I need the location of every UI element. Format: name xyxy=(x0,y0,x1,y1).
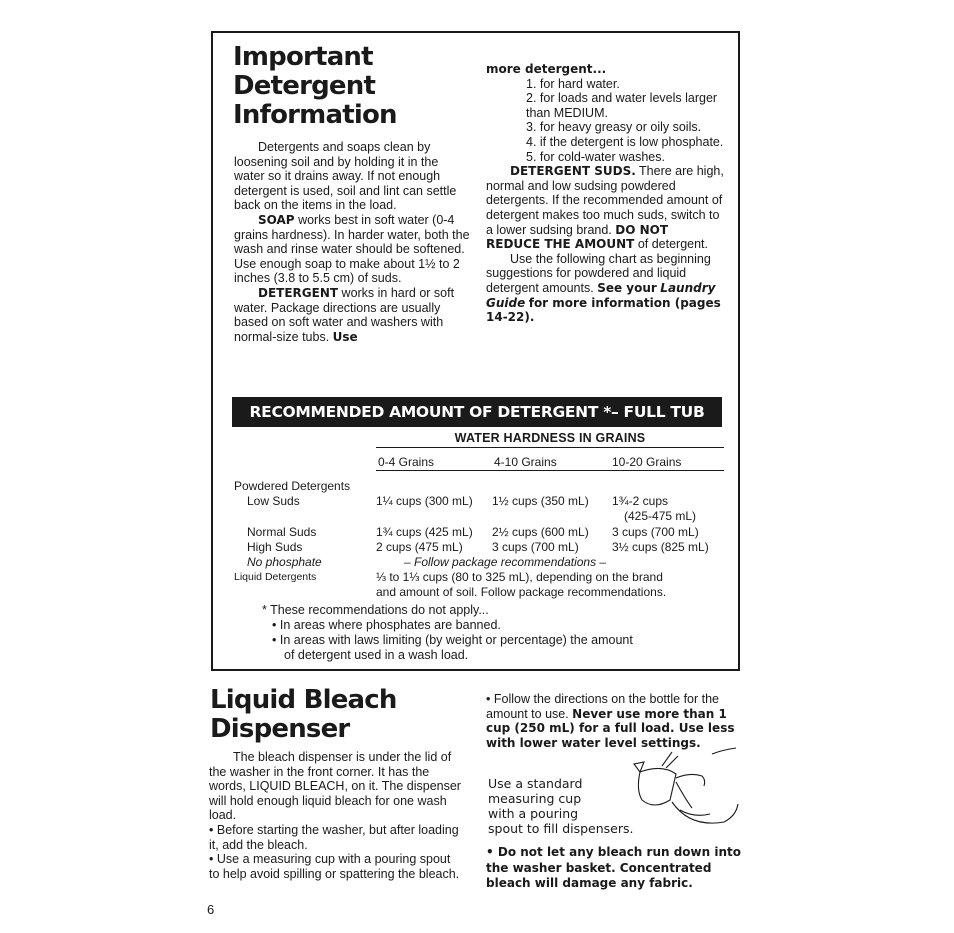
suds-text: There are high, normal and low sudsing powdered detergents. If the recommended amount of detergent makes too much suds, switch to a lower sudsing brand. xyxy=(486,164,724,237)
list-item: 1. for hard water. xyxy=(526,76,620,91)
high-suds-c1: 2 cups (475 mL) xyxy=(376,540,463,554)
cup-line-2: measuring cup xyxy=(488,791,582,806)
bleach-title xyxy=(210,686,397,744)
bullet-icon: • xyxy=(272,633,277,647)
star-note: * These recommendations do not apply... xyxy=(262,603,489,617)
page-number: 6 xyxy=(207,902,215,917)
recommended-amount-banner: RECOMMENDED AMOUNT OF DETERGENT *– FULL TUB xyxy=(232,397,722,427)
more-detergent-label: more detergent... xyxy=(486,62,607,76)
liquid-text-2: and amount of soil. Follow package recommendations. xyxy=(376,585,667,599)
bullet-icon: • xyxy=(209,852,214,867)
detergent-title-line-2: Detergent xyxy=(233,71,376,101)
detergent-intro: Detergents and soaps clean by loosening soil and by holding it in the water so it drains away. If not enough detergent is used, soil and lint can settle back on the items in the load. xyxy=(234,140,457,213)
soap-text: works best in soft water (0-4 grains hardness). In harder water, both the wash and rinse water should be softened. Use enough soap to make about 1½ to 2 inches (3.8 to 5.5 cm) of suds. xyxy=(234,212,470,286)
col-header-10-20: 10-20 Grains xyxy=(612,455,682,469)
soap-label: SOAP xyxy=(258,212,295,227)
cup-line-3: with a pouring xyxy=(488,806,579,821)
list-item: 2. for loads and water levels larger than MEDIUM. xyxy=(526,91,718,120)
bleach-left-column xyxy=(209,750,463,881)
col-header-0-4: 0-4 Grains xyxy=(378,455,435,469)
low-suds-c1: 1¼ cups (300 mL) xyxy=(376,494,473,508)
detergent-label: DETERGENT xyxy=(258,285,339,300)
bullet-icon: • xyxy=(486,692,491,706)
suds-end: of detergent. xyxy=(634,237,709,252)
bleach-title-line-2: Dispenser xyxy=(210,714,350,744)
bleach-warning-line xyxy=(486,845,748,892)
high-suds-c3: 3½ cups (825 mL) xyxy=(612,540,709,554)
detergent-right-column xyxy=(486,62,726,325)
no-phosphate-text: – Follow package recommendations – xyxy=(404,555,607,569)
detergent-title xyxy=(233,43,397,130)
bullet-icon: • xyxy=(486,845,494,859)
bleach-intro: The bleach dispenser is under the lid of the washer in the front corner. It has the words, LIQUID BLEACH, on it. The dispenser will hold enough liquid bleach for one wash load. xyxy=(209,750,461,823)
cup-line-1: Use a standard xyxy=(488,776,583,791)
more-detergent-list xyxy=(486,77,726,165)
more-info: for more information (pages 14-22). xyxy=(486,295,721,325)
row-label-low-suds: Low Suds xyxy=(247,494,300,508)
bullet-icon: • xyxy=(272,618,277,632)
row-label-high-suds: High Suds xyxy=(247,540,303,554)
use-label: Use xyxy=(332,329,358,344)
normal-suds-c2: 2½ cups (600 mL) xyxy=(492,525,589,539)
list-item: 3. for heavy greasy or oily soils. xyxy=(526,120,702,135)
suds-warning: DO NOT REDUCE THE AMOUNT xyxy=(486,222,669,252)
normal-suds-c1: 1¾ cups (425 mL) xyxy=(376,525,473,539)
low-suds-c3b: (425-475 mL) xyxy=(624,509,697,523)
note-bullet-1 xyxy=(262,618,633,633)
water-hardness-title: WATER HARDNESS IN GRAINS xyxy=(454,431,646,445)
bleach-bullet-2-text: Use a measuring cup with a pouring spout to help avoid spilling or spattering the bleach. xyxy=(209,852,460,881)
normal-suds-c3: 3 cups (700 mL) xyxy=(612,525,699,539)
note-bullet-2-text: In areas with laws limiting (by weight or percentage) the amount xyxy=(279,633,633,647)
low-suds-c2: 1½ cups (350 mL) xyxy=(492,494,589,508)
note-bullet-2 xyxy=(262,633,633,648)
low-suds-c3: 1¾-2 cups xyxy=(612,494,669,508)
bleach-warning-text: Do not let any bleach run down into the washer basket. Concentrated bleach will damage any fabric. xyxy=(486,845,741,890)
detergent-text: works in hard or soft water. Package directions are usually based on soft water and washers with normal-size tubs. xyxy=(234,285,455,344)
bullet-icon: • xyxy=(209,822,214,837)
list-item: 5. for cold-water washes. xyxy=(526,149,665,164)
liquid-label: Liquid Detergents xyxy=(234,571,317,583)
bleach-bullet-1 xyxy=(209,823,463,852)
high-suds-c2: 3 cups (700 mL) xyxy=(492,540,579,554)
bleach-bullet-2 xyxy=(209,852,463,881)
bleach-warning xyxy=(486,845,748,892)
detergent-title-line-1: Important xyxy=(233,42,373,72)
notes-section xyxy=(262,603,633,663)
bleach-bullet-1-text: Before starting the washer, but after loading it, add the bleach. xyxy=(209,822,459,852)
bleach-bullet-3-text: Follow the directions on the bottle for the amount to use. xyxy=(486,692,720,721)
never-use-warning: Never use more than 1 cup (250 mL) for a full load. Use less with lower water level settings. xyxy=(486,706,735,750)
soap-paragraph xyxy=(234,213,472,286)
suds-paragraph xyxy=(486,164,726,252)
liquid-text-1: ⅓ to 1⅓ cups (80 to 325 mL), depending on the brand xyxy=(376,570,663,584)
guide-label: Laundry Guide xyxy=(486,280,716,310)
chart-intro-paragraph xyxy=(486,252,726,325)
chart-intro: Use the following chart as beginning suggestions for powdered and liquid detergent amounts. xyxy=(486,251,711,295)
hardness-rule-top xyxy=(376,447,724,448)
detergent-title-line-3: Information xyxy=(233,100,397,130)
measuring-cup-illustration xyxy=(632,742,742,834)
powdered-label: Powdered Detergents xyxy=(234,479,351,493)
note-bullet-2-cont: of detergent used in a wash load. xyxy=(284,648,469,662)
row-label-normal-suds: Normal Suds xyxy=(247,525,317,539)
bleach-title-line-1: Liquid Bleach xyxy=(210,685,397,715)
suds-label: DETERGENT SUDS. xyxy=(510,164,636,179)
col-header-4-10: 4-10 Grains xyxy=(494,455,557,469)
hardness-rule-bottom xyxy=(376,470,724,471)
detergent-paragraph xyxy=(234,286,472,344)
note-bullet-1-text: In areas where phosphates are banned. xyxy=(279,618,501,632)
detergent-left-column xyxy=(234,140,472,344)
cup-line-4: spout to fill dispensers. xyxy=(488,821,634,836)
row-label-no-phosphate: No phosphate xyxy=(247,555,322,569)
list-item: 4. if the detergent is low phosphate. xyxy=(526,134,724,149)
see-label: See your xyxy=(597,280,657,295)
